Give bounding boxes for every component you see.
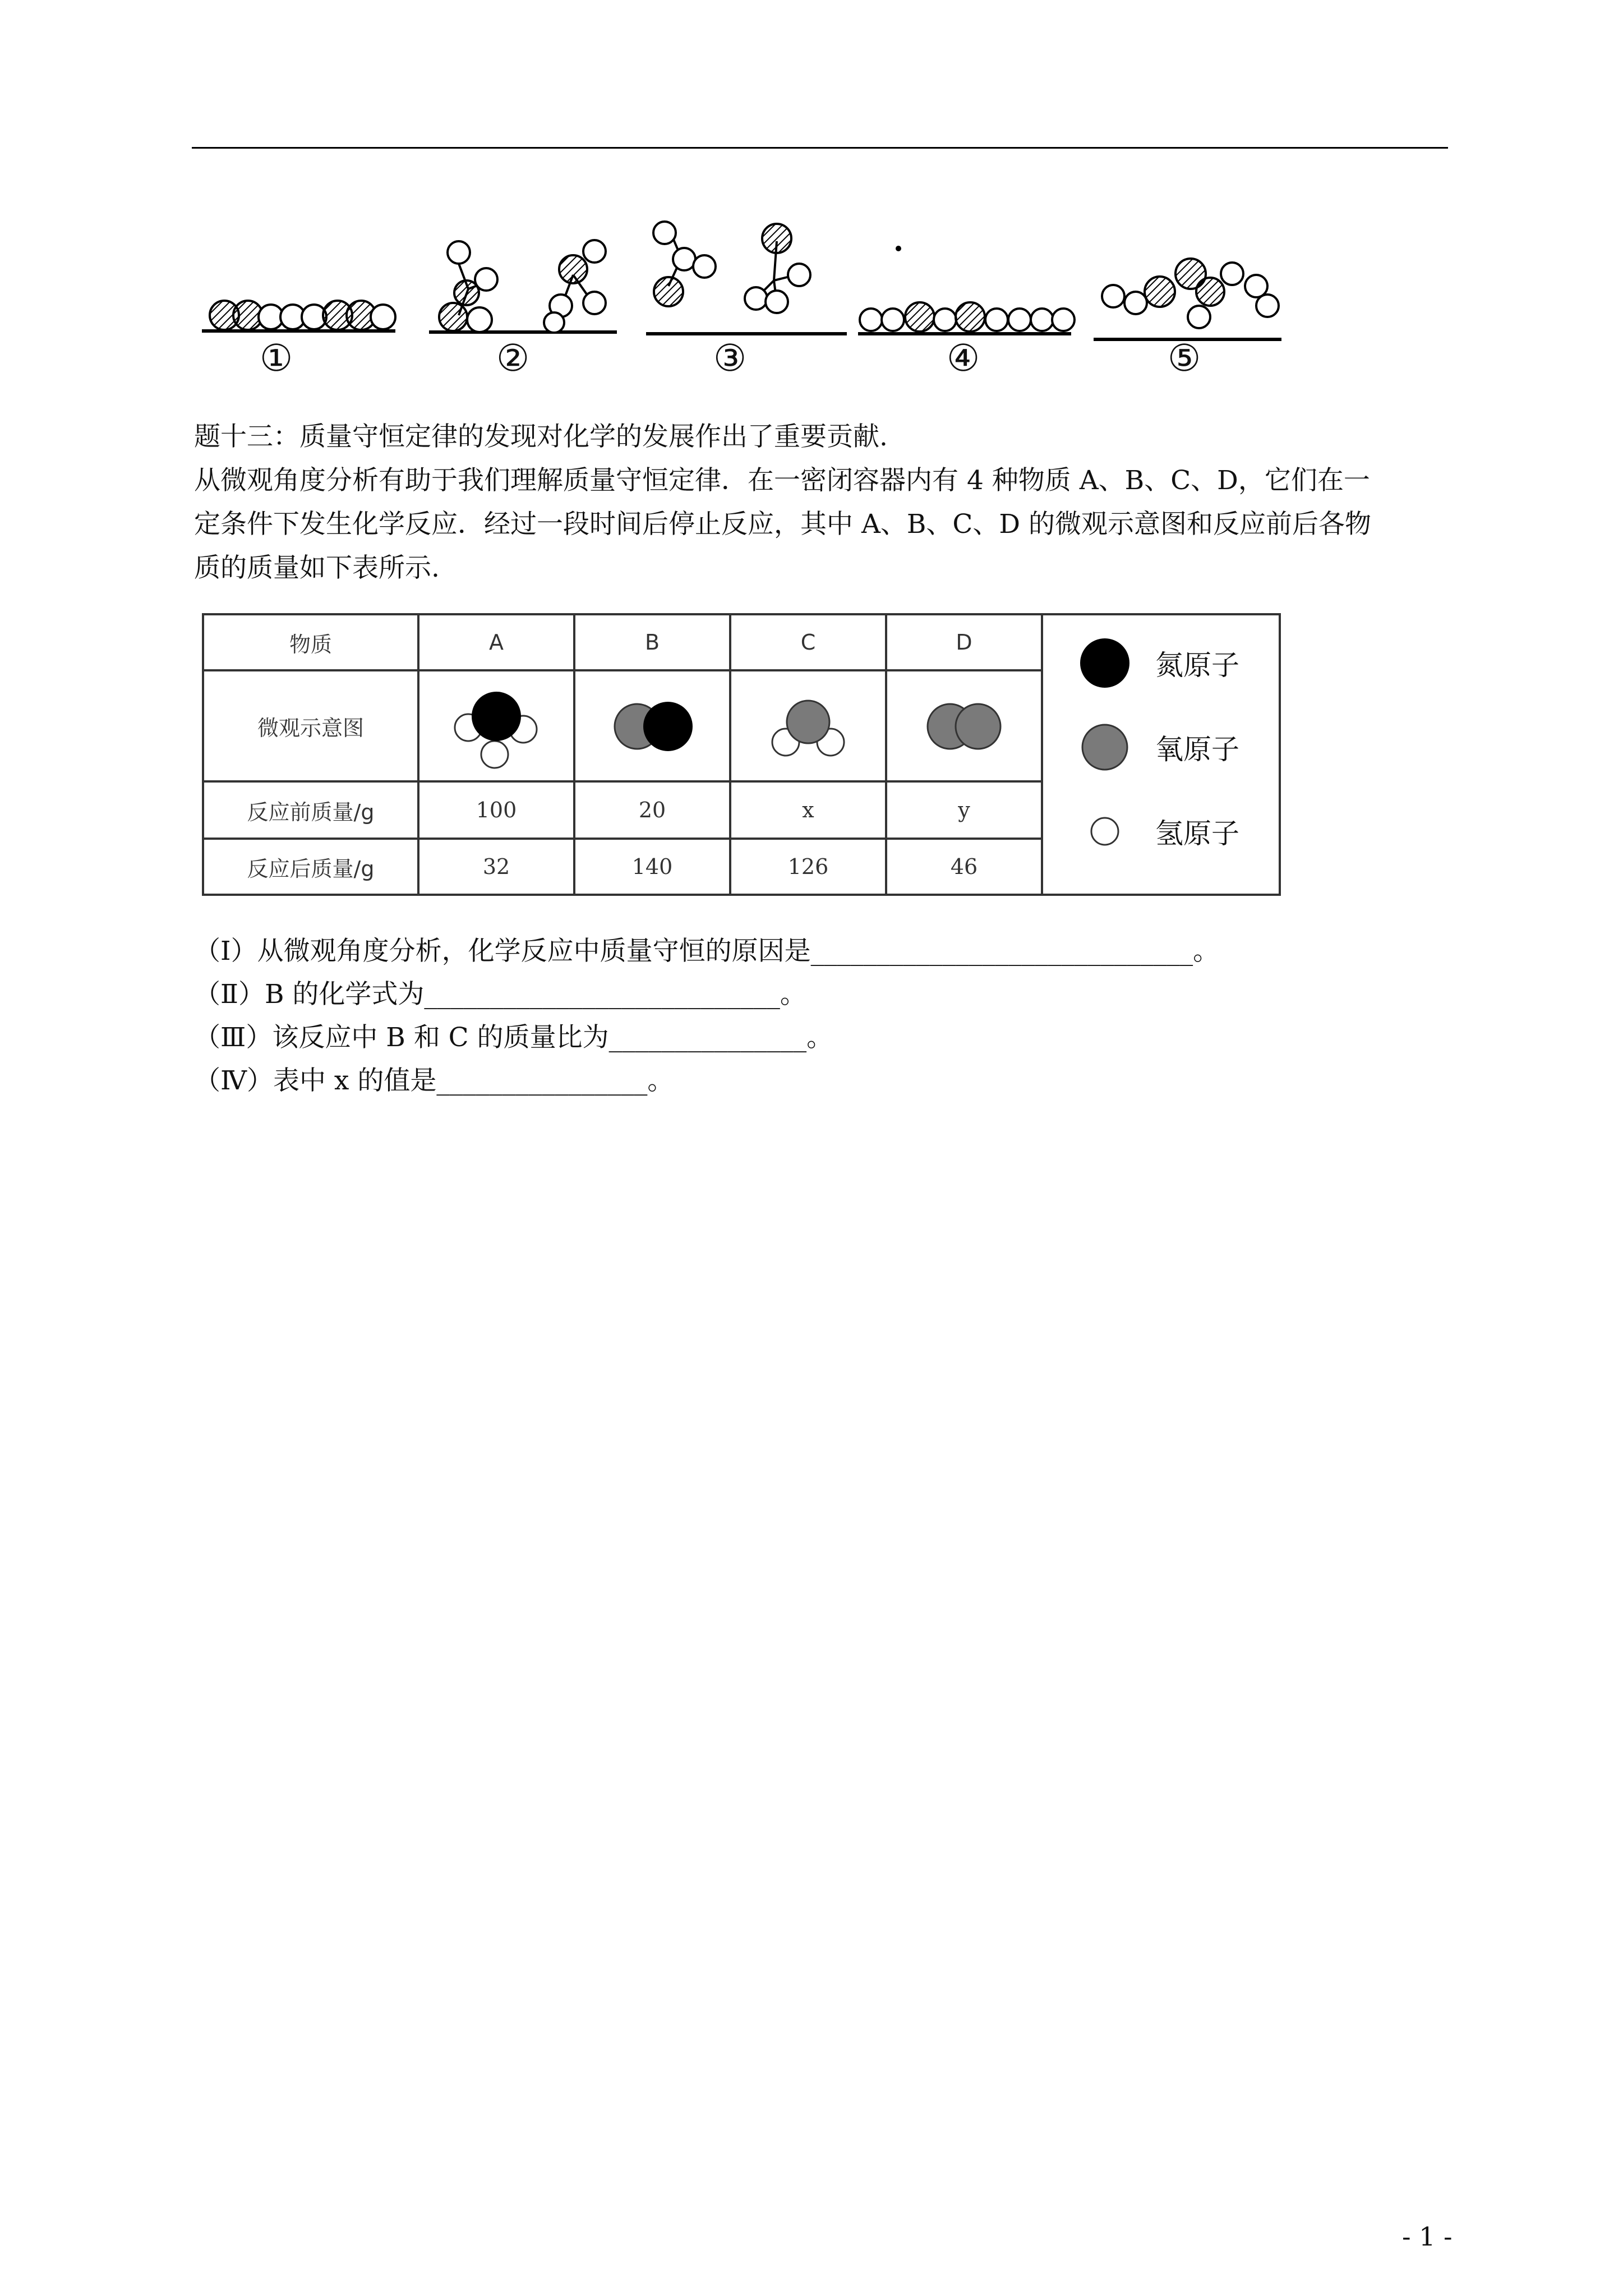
micro-c — [730, 670, 886, 781]
after-b: 140 — [574, 839, 730, 895]
micro-d — [886, 670, 1042, 781]
question-3: （Ⅲ）该反应中 B 和 C 的质量比为_______________。 — [194, 1022, 833, 1053]
surface-figures — [191, 213, 1312, 393]
figure-label-4: ④ — [947, 337, 980, 380]
after-d: 46 — [886, 839, 1042, 895]
after-mass-label: 反应后质量/g — [203, 839, 418, 895]
substance-table — [202, 613, 1281, 896]
intro-line-3: 定条件下发生化学反应．经过一段时间后停止反应，其中 A、B、C、D 的微观示意图和反应前后各物 — [194, 509, 1372, 540]
figure-3 — [646, 222, 847, 334]
ammonia-molecule-icon — [440, 676, 552, 771]
problem-intro — [194, 415, 1450, 590]
after-c: 126 — [730, 839, 886, 895]
page-number: - 1 - — [1402, 2221, 1453, 2252]
figure-4 — [858, 246, 1075, 334]
legend-nitrogen — [1043, 621, 1279, 705]
intro-line-4: 质的质量如下表所示. — [194, 553, 440, 583]
intro-line-1: 题十三：质量守恒定律的发现对化学的发展作出了重要贡献. — [194, 421, 888, 452]
legend-hydrogen — [1043, 789, 1279, 873]
after-a: 32 — [418, 839, 574, 895]
figure-1 — [202, 301, 395, 331]
header-rule — [192, 147, 1448, 149]
legend-cell — [1042, 614, 1280, 895]
before-b: 20 — [574, 781, 730, 839]
figure-label-2: ② — [496, 337, 530, 380]
header-substance: 物质 — [203, 614, 418, 670]
micro-b — [574, 670, 730, 781]
legend-nitrogen-label: 氮原子 — [1155, 649, 1239, 682]
header-b: B — [574, 614, 730, 670]
oxygen-molecule-icon — [908, 676, 1020, 771]
header-c: C — [730, 614, 886, 670]
figure-5 — [1094, 259, 1281, 339]
nitrogen-atom-icon — [1077, 635, 1133, 691]
nitric-oxide-molecule-icon — [596, 676, 708, 771]
figure-label-3: ③ — [713, 337, 747, 380]
question-4: （Ⅳ）表中 x 的值是________________。 — [194, 1065, 674, 1096]
oxygen-atom-icon — [1077, 719, 1133, 775]
micro-label: 微观示意图 — [203, 670, 418, 781]
hydrogen-atom-icon — [1077, 803, 1133, 859]
question-1: （Ⅰ）从微观角度分析，化学反应中质量守恒的原因是_____________________________。 — [194, 936, 1220, 967]
micro-a — [418, 670, 574, 781]
legend-hydrogen-label: 氢原子 — [1155, 817, 1239, 850]
legend-oxygen-label: 氧原子 — [1155, 733, 1239, 766]
header-a: A — [418, 614, 574, 670]
legend-oxygen — [1043, 705, 1279, 789]
figure-2 — [429, 240, 617, 333]
before-d: y — [886, 781, 1042, 839]
figure-label-5: ⑤ — [1168, 337, 1201, 380]
questions — [194, 930, 1219, 1102]
water-molecule-icon — [752, 676, 864, 771]
before-c: x — [730, 781, 886, 839]
question-2: （Ⅱ）B 的化学式为___________________________。 — [194, 979, 806, 1010]
before-a: 100 — [418, 781, 574, 839]
header-d: D — [886, 614, 1042, 670]
figure-label-1: ① — [260, 337, 293, 380]
intro-line-2: 从微观角度分析有助于我们理解质量守恒定律．在一密闭容器内有 4 种物质 A、B、C、D，它们在一 — [194, 465, 1370, 496]
before-mass-label: 反应前质量/g — [203, 781, 418, 839]
